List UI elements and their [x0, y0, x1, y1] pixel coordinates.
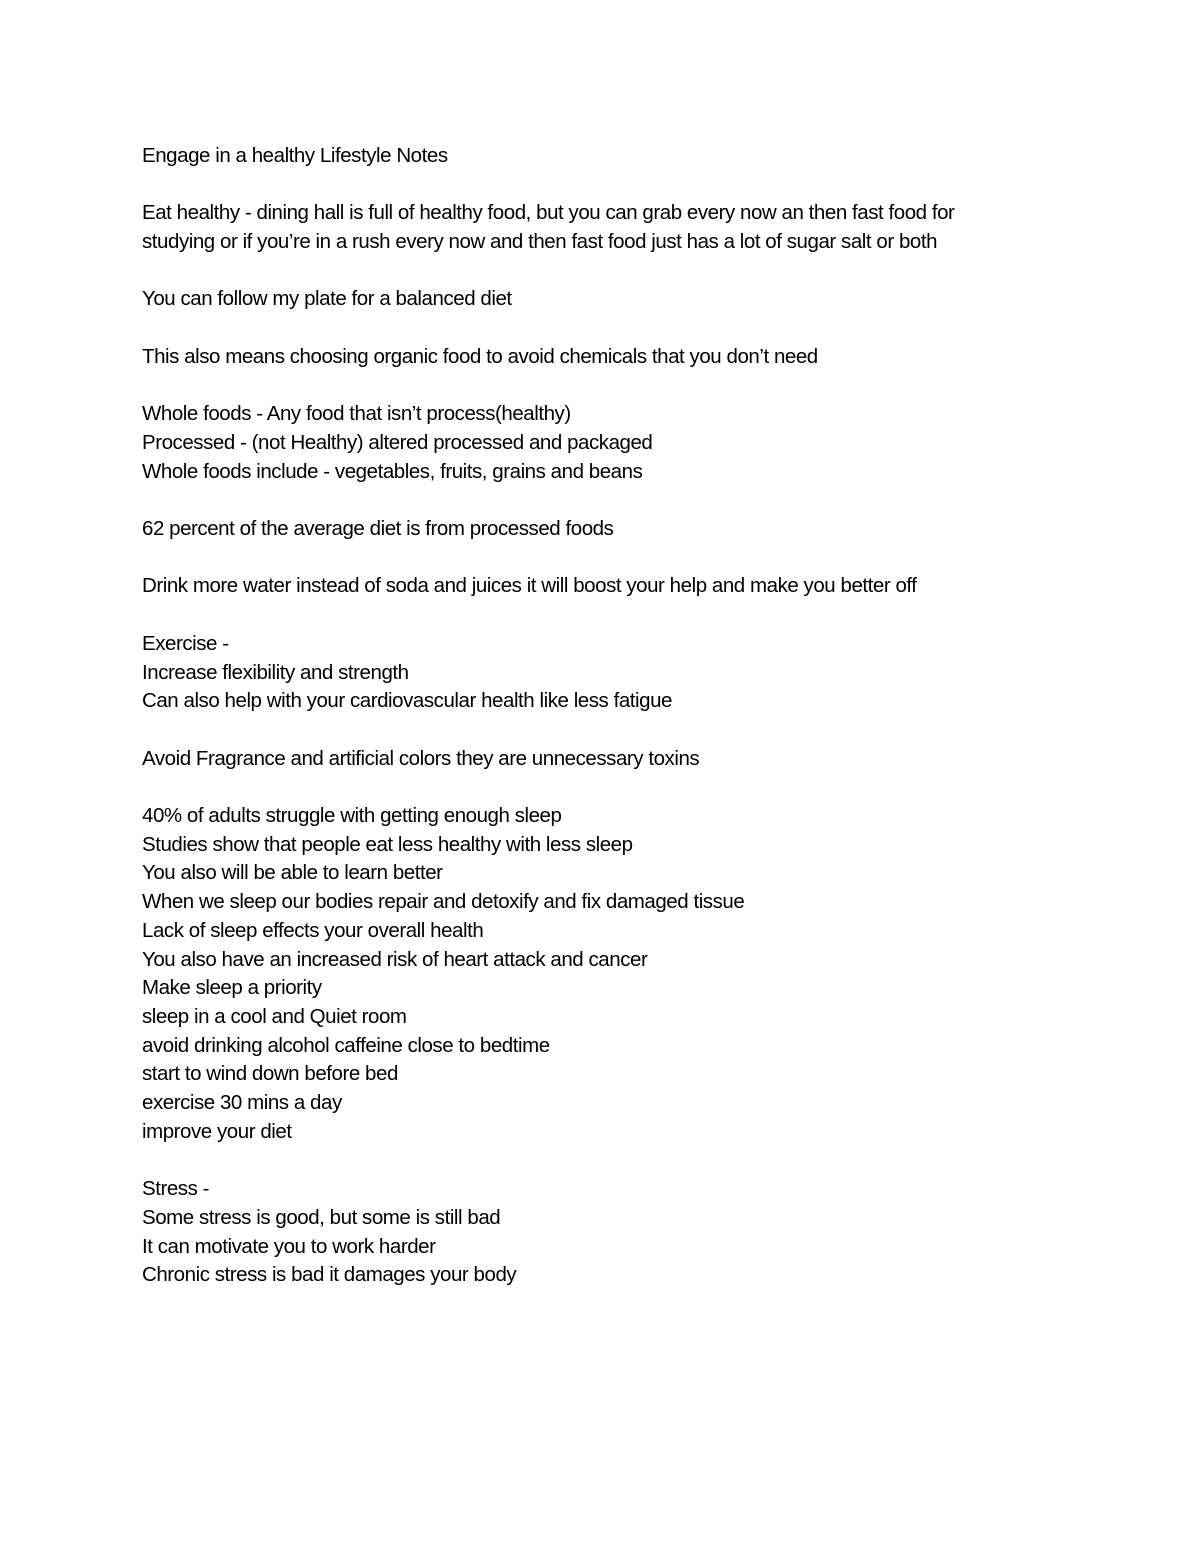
paragraph-stress	[142, 1175, 1102, 1290]
page-title: Engage in a healthy Lifestyle Notes	[142, 144, 448, 167]
spacer	[142, 171, 1102, 200]
text-line: Chronic stress is bad it damages your body	[142, 1263, 517, 1287]
text-line: start to wind down before bed	[142, 1062, 398, 1086]
paragraph-organic	[142, 343, 1102, 372]
paragraph-processed-stat	[142, 515, 1102, 544]
spacer	[142, 372, 1102, 401]
spacer	[142, 773, 1102, 802]
section-heading-exercise: Exercise -	[142, 631, 229, 655]
paragraph-whole-foods	[142, 400, 1102, 486]
text-line: Increase flexibility and strength	[142, 660, 409, 684]
text-line: 40% of adults struggle with getting enough sleep	[142, 804, 562, 828]
paragraph-my-plate	[142, 285, 1102, 314]
text-line: Eat healthy - dining hall is full of healthy food, but you can grab every now an then fast food for	[142, 201, 955, 225]
text-line: This also means choosing organic food to avoid chemicals that you don’t need	[142, 344, 818, 368]
text-line: exercise 30 mins a day	[142, 1091, 342, 1115]
text-line: sleep in a cool and Quiet room	[142, 1004, 407, 1028]
text-line: It can motivate you to work harder	[142, 1234, 436, 1258]
text-line: Make sleep a priority	[142, 976, 322, 1000]
text-line: Drink more water instead of soda and juices it will boost your help and make you better off	[142, 574, 917, 598]
paragraph-eat-healthy	[142, 199, 1102, 256]
paragraph-title	[142, 142, 1102, 171]
text-line: You also have an increased risk of heart attack and cancer	[142, 947, 648, 971]
text-line: 62 percent of the average diet is from processed foods	[142, 517, 614, 541]
text-line: improve your diet	[142, 1119, 292, 1143]
text-line: You can follow my plate for a balanced diet	[142, 287, 512, 311]
text-line: Whole foods - Any food that isn’t process(healthy)	[142, 402, 571, 426]
text-line: When we sleep our bodies repair and detoxify and fix damaged tissue	[142, 890, 745, 914]
spacer	[142, 486, 1102, 515]
spacer	[142, 601, 1102, 630]
text-line: You also will be able to learn better	[142, 861, 443, 885]
section-heading-stress: Stress -	[142, 1177, 210, 1201]
paragraph-water	[142, 572, 1102, 601]
text-line: Whole foods include - vegetables, fruits, grains and beans	[142, 459, 643, 483]
text-line: Avoid Fragrance and artificial colors they are unnecessary toxins	[142, 746, 700, 770]
spacer	[142, 314, 1102, 343]
spacer	[142, 257, 1102, 286]
text-line: studying or if you’re in a rush every now and then fast food just has a lot of sugar salt or both	[142, 230, 938, 254]
paragraph-exercise	[142, 630, 1102, 716]
document-body	[142, 142, 1102, 1290]
text-line: Studies show that people eat less healthy with less sleep	[142, 832, 633, 856]
paragraph-sleep	[142, 802, 1102, 1146]
spacer	[142, 716, 1102, 745]
text-line: Some stress is good, but some is still bad	[142, 1205, 501, 1229]
text-line: Lack of sleep effects your overall health	[142, 918, 484, 942]
text-line: Processed - (not Healthy) altered processed and packaged	[142, 430, 653, 454]
spacer	[142, 1146, 1102, 1175]
paragraph-fragrance	[142, 745, 1102, 774]
text-line: avoid drinking alcohol caffeine close to bedtime	[142, 1033, 550, 1057]
spacer	[142, 544, 1102, 573]
text-line: Can also help with your cardiovascular health like less fatigue	[142, 689, 673, 713]
